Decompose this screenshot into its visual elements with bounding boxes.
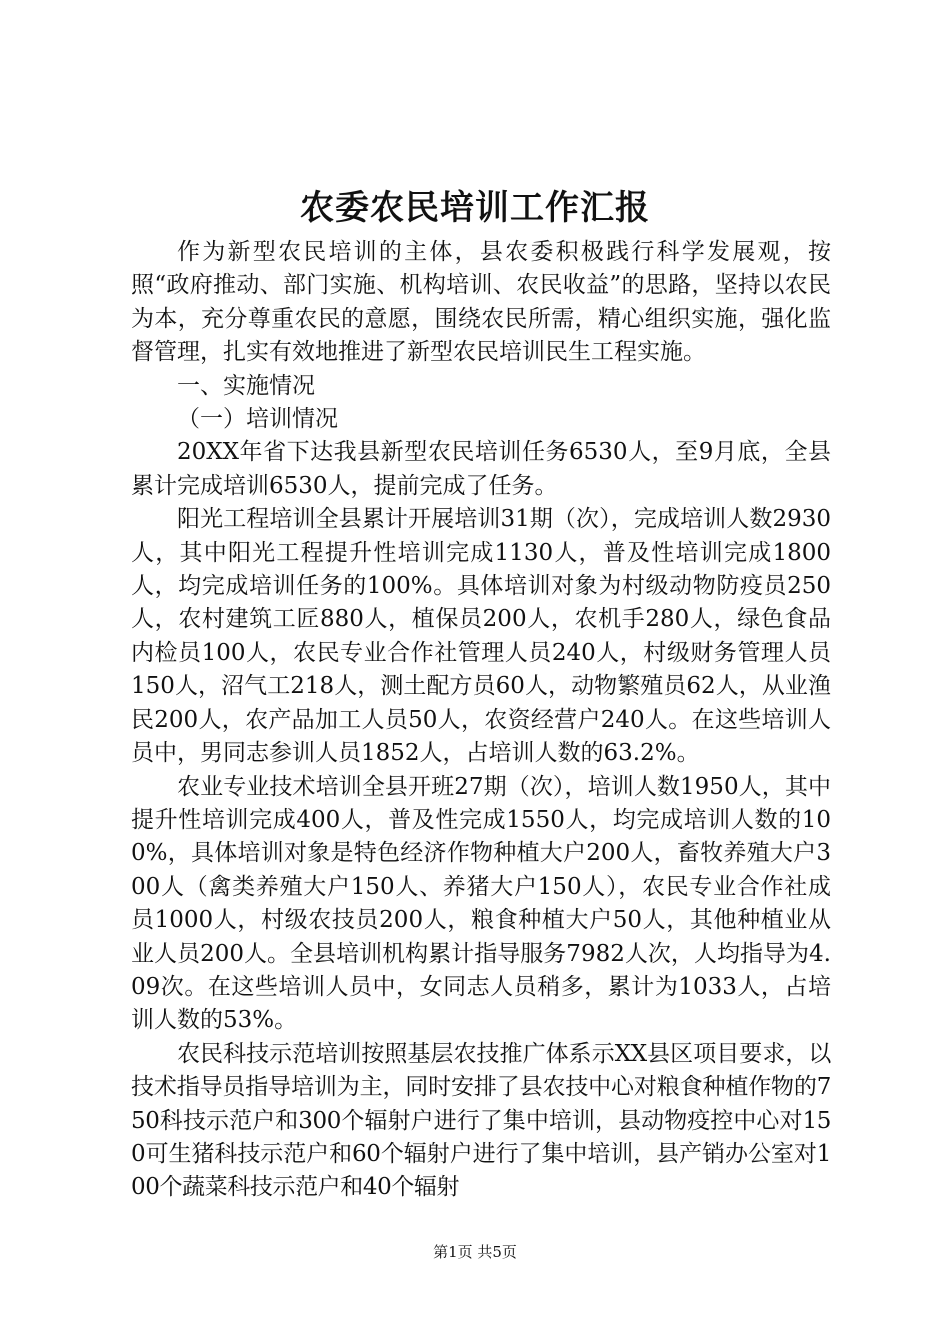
document-title: 农委农民培训工作汇报 xyxy=(300,188,650,228)
section-heading: 一、实施情况 xyxy=(177,372,315,399)
paragraph-task-summary: 20XX年省下达我县新型农民培训任务6530人，至9月底，全县累计完成培训6530人，提前完成了任务。 xyxy=(131,439,831,499)
document-body xyxy=(131,236,831,1205)
paragraph-sunshine-project: 阳光工程培训全县累计开展培训31期（次），完成培训人数2930人，其中阳光工程提升性培训完成1130人，普及性培训完成1800人，均完成培训任务的100%。具体培训对象为村级动物防疫员250人，农村建筑工匠880人，植保员200人，农机手280人，绿色食品内检员100人，农民专业合作社管理人员240人，村级财务管理人员150人，沼气工218人，测土配方员60人，动物繁殖员62人，从业渔民200人，农产品加工人员50人，农资经营户240人。在这些培训人员中，男同志参训人员1852人，占培训人数的63.2%。 xyxy=(131,506,831,767)
paragraph-intro: 作为新型农民培训的主体，县农委积极践行科学发展观，按照“政府推动、部门实施、机构培训、农民收益”的思路，坚持以农民为本，充分尊重农民的意愿，围绕农民所需，精心组织实施，强化监督管理，扎实有效地推进了新型农民培训民生工程实施。 xyxy=(131,239,831,366)
subsection-heading: （一）培训情况 xyxy=(177,406,338,433)
page-footer: 第1页 共5页 xyxy=(433,1243,517,1261)
paragraph-tech-demonstration: 农民科技示范培训按照基层农技推广体系示XX县区项目要求，以技术指导员指导培训为主，同时安排了县农技中心对粮食种植作物的750科技示范户和300个辐射户进行了集中培训，县动物疫控中心对150可生猪科技示范户和60个辐射户进行了集中培训，县产销办公室对100个蔬菜科技示范户和40个辐射 xyxy=(131,1040,831,1201)
paragraph-agri-technical-training: 农业专业技术培训全县开班27期（次），培训人数1950人，其中提升性培训完成400人，普及性完成1550人，均完成培训人数的100%，具体培训对象是特色经济作物种植大户200人，畜牧养殖大户300人（禽类养殖大户150人、养猪大户150人），农民专业合作社成员1000人，村级农技员200人，粮食种植大户50人，其他种植业从业人员200人。全县培训机构累计指导服务7982人次，人均指导为4.09次。在这些培训人员中，女同志人员稍多，累计为1033人，占培训人数的53%。 xyxy=(131,773,831,1034)
